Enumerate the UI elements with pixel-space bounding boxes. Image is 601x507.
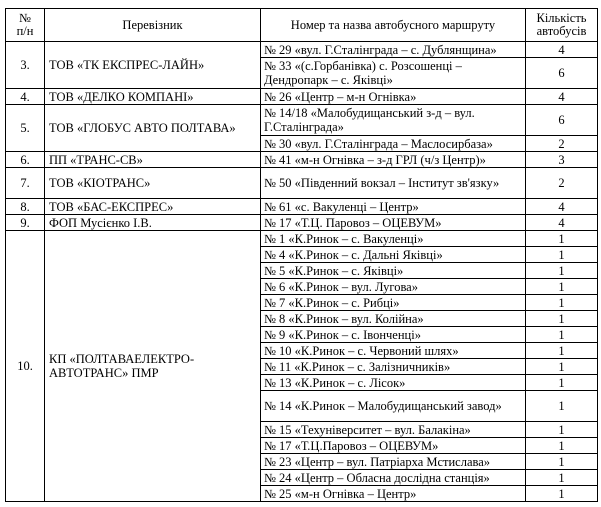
- route-cell: № 5 «К.Ринок – с. Яківці»: [261, 263, 526, 279]
- carrier-cell: ТОВ «ТК ЕКСПРЕС-ЛАЙН»: [45, 42, 261, 89]
- route-cell: № 4 «К.Ринок – с. Дальні Яківці»: [261, 247, 526, 263]
- bus-count-cell: 4: [526, 89, 598, 105]
- route-cell: № 30 «вул. Г.Сталінграда – Маслосирбаза»: [261, 136, 526, 152]
- route-cell: № 25 «м-н Огнівка – Центр»: [261, 486, 526, 502]
- bus-count-cell: 1: [526, 231, 598, 247]
- route-cell: № 7 «К.Ринок – с. Рибці»: [261, 295, 526, 311]
- row-number-cell: 8.: [6, 199, 45, 215]
- table-row: [6, 42, 598, 58]
- row-number-cell: 4.: [6, 89, 45, 105]
- header-number: № п/н: [6, 9, 45, 42]
- header-route: Номер та назва автобусного маршруту: [261, 9, 526, 42]
- bus-count-cell: 1: [526, 375, 598, 391]
- table-row: [6, 105, 598, 136]
- route-cell: № 14 «К.Ринок – Малобудищанський завод»: [261, 391, 526, 422]
- bus-count-cell: 6: [526, 58, 598, 89]
- route-cell: № 14/18 «Малобудищанський з-д – вул. Г.Сталінграда»: [261, 105, 526, 136]
- route-cell: № 26 «Центр – м-н Огнівка»: [261, 89, 526, 105]
- table-row: [6, 231, 598, 247]
- bus-count-cell: 1: [526, 454, 598, 470]
- route-cell: № 23 «Центр – вул. Патріарха Мстислава»: [261, 454, 526, 470]
- bus-count-cell: 4: [526, 42, 598, 58]
- route-cell: № 6 «К.Ринок – вул. Лугова»: [261, 279, 526, 295]
- route-cell: № 33 «(с.Горбанівка) с. Розсошенці – Дендропарк – с. Яківці»: [261, 58, 526, 89]
- bus-count-cell: 1: [526, 470, 598, 486]
- carrier-cell: ТОВ «БАС-ЕКСПРЕС»: [45, 199, 261, 215]
- bus-count-cell: 1: [526, 327, 598, 343]
- bus-count-cell: 1: [526, 359, 598, 375]
- bus-count-cell: 1: [526, 343, 598, 359]
- route-cell: № 8 «К.Ринок – вул. Колійна»: [261, 311, 526, 327]
- carrier-cell: ФОП Мусієнко І.В.: [45, 215, 261, 231]
- route-cell: № 10 «К.Ринок – с. Червоний шлях»: [261, 343, 526, 359]
- row-number-cell: 7.: [6, 168, 45, 199]
- table-row: [6, 152, 598, 168]
- table-row: [6, 168, 598, 199]
- route-cell: № 11 «К.Ринок – с. Залізничників»: [261, 359, 526, 375]
- route-cell: № 41 «м-н Огнівка – з-д ГРЛ (ч/з Центр)»: [261, 152, 526, 168]
- bus-count-cell: 3: [526, 152, 598, 168]
- bus-count-cell: 1: [526, 247, 598, 263]
- row-number-cell: 10.: [6, 231, 45, 502]
- row-number-cell: 3.: [6, 42, 45, 89]
- route-cell: № 13 «К.Ринок – с. Лісок»: [261, 375, 526, 391]
- bus-routes-table: [5, 8, 598, 502]
- carrier-cell: ТОВ «ДЕЛКО КОМПАНІ»: [45, 89, 261, 105]
- route-cell: № 17 «Т.Ц.Паровоз – ОЦЕВУМ»: [261, 438, 526, 454]
- route-cell: № 9 «К.Ринок – с. Івонченці»: [261, 327, 526, 343]
- bus-count-cell: 1: [526, 295, 598, 311]
- carrier-cell: ТОВ «КІОТРАНС»: [45, 168, 261, 199]
- route-cell: № 29 «вул. Г.Сталінграда – с. Дублянщина»: [261, 42, 526, 58]
- bus-count-cell: 2: [526, 136, 598, 152]
- bus-count-cell: 1: [526, 263, 598, 279]
- route-cell: № 24 «Центр – Обласна дослідна станція»: [261, 470, 526, 486]
- route-cell: № 1 «К.Ринок – с. Вакуленці»: [261, 231, 526, 247]
- bus-count-cell: 2: [526, 168, 598, 199]
- row-number-cell: 5.: [6, 105, 45, 152]
- row-number-cell: 6.: [6, 152, 45, 168]
- table-header-row: [6, 9, 598, 42]
- bus-count-cell: 1: [526, 486, 598, 502]
- route-cell: № 50 «Південний вокзал – Інститут зв'язку»: [261, 168, 526, 199]
- route-cell: № 17 «Т.Ц. Паровоз – ОЦЕВУМ»: [261, 215, 526, 231]
- carrier-cell: ТОВ «ГЛОБУС АВТО ПОЛТАВА»: [45, 105, 261, 152]
- document-page: [5, 8, 598, 502]
- bus-count-cell: 1: [526, 391, 598, 422]
- bus-count-cell: 4: [526, 199, 598, 215]
- header-carrier: Перевізник: [45, 9, 261, 42]
- carrier-cell: ПП «ТРАНС-СВ»: [45, 152, 261, 168]
- bus-count-cell: 1: [526, 422, 598, 438]
- route-cell: № 61 «с. Вакуленці – Центр»: [261, 199, 526, 215]
- table-row: [6, 89, 598, 105]
- bus-count-cell: 1: [526, 438, 598, 454]
- bus-count-cell: 6: [526, 105, 598, 136]
- route-cell: № 15 «Техуніверситет – вул. Балакіна»: [261, 422, 526, 438]
- bus-count-cell: 4: [526, 215, 598, 231]
- row-number-cell: 9.: [6, 215, 45, 231]
- table-row: [6, 199, 598, 215]
- carrier-cell: КП «ПОЛТАВАЕЛЕКТРО-АВТОТРАНС» ПМР: [45, 231, 261, 502]
- bus-count-cell: 1: [526, 279, 598, 295]
- table-row: [6, 215, 598, 231]
- table-body: [6, 42, 598, 502]
- header-bus-count: Кількість автобусів: [526, 9, 598, 42]
- bus-count-cell: 1: [526, 311, 598, 327]
